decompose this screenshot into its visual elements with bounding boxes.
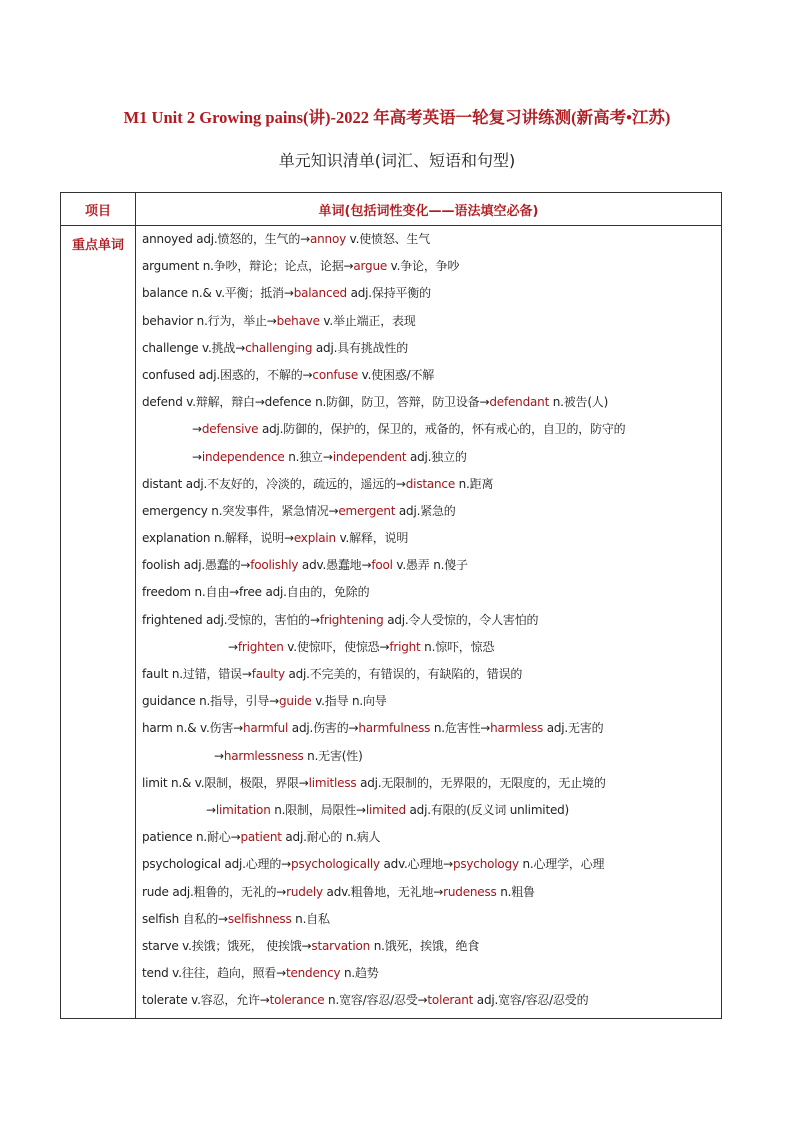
derived-word: argue — [353, 259, 388, 274]
entry-text: v.解释，说明 — [335, 531, 409, 546]
entry-text: n.自私 — [291, 911, 330, 926]
derived-word: foolishly — [250, 558, 299, 573]
vocab-line — [142, 987, 717, 1014]
derived-word: faulty — [251, 667, 285, 681]
entry-text: balance n.& v.平衡；抵消→ — [142, 286, 294, 301]
derived-word: tolerant — [427, 993, 474, 1008]
vocab-line — [142, 906, 717, 933]
entry-text: n.粗鲁 — [496, 884, 535, 899]
vocab-line — [142, 525, 717, 552]
vocab-line — [142, 607, 717, 634]
entry-text: → — [192, 422, 202, 437]
entry-text: n.宽容/容忍/忍受→ — [324, 993, 428, 1008]
derived-word: frightening — [319, 612, 384, 627]
table-header-row — [61, 193, 722, 226]
derived-word: frighten — [237, 639, 284, 654]
vocab-line — [142, 933, 717, 960]
entry-text: n.危害性→ — [430, 721, 491, 736]
entry-text: → — [192, 449, 202, 464]
vocab-line — [142, 797, 717, 824]
entry-text: adj.防御的，保护的，保卫的，戒备的，怀有戒心的，自卫的，防守的 — [258, 422, 626, 437]
derived-word: psychologically — [291, 857, 380, 872]
derived-word: tolerance — [269, 993, 325, 1008]
entry-text: adj.无害的 — [543, 721, 604, 736]
entry-text: n.独立→ — [284, 449, 333, 464]
entry-text: distant adj.不友好的，冷淡的，疏远的，遥远的→ — [142, 476, 406, 491]
vocab-line — [142, 661, 717, 688]
entry-text: adj.伤害的→ — [288, 721, 359, 736]
vocab-line — [142, 471, 717, 498]
derived-word: emergent — [338, 503, 396, 518]
derived-word: harmful — [243, 721, 289, 736]
entry-text: rude adj.粗鲁的，无礼的→ — [142, 884, 287, 899]
entry-text: adj.紧急的 — [395, 503, 456, 518]
vocab-line — [142, 579, 717, 606]
vocab-line — [142, 416, 717, 443]
derived-word: confuse — [312, 367, 359, 382]
vocab-line — [142, 389, 717, 416]
derived-word: selfishness — [227, 911, 292, 926]
col-header-item: 项目 — [61, 193, 136, 226]
vocab-line — [142, 824, 717, 851]
entry-text: adj.耐心的 n.病人 — [281, 830, 381, 845]
derived-word: fright — [389, 639, 421, 654]
entry-text: n.限制，局限性→ — [270, 802, 366, 817]
entry-text: limit n.& v.限制，极限，界限→ — [142, 775, 309, 790]
category-cell: 重点单词 — [61, 226, 136, 1019]
vocab-line — [142, 253, 717, 280]
entry-text: adv.粗鲁地，无礼地→ — [322, 884, 444, 899]
derived-word: explain — [293, 531, 336, 546]
vocab-line — [142, 770, 717, 797]
page-subtitle: 单元知识清单(词汇、短语和句型) — [278, 151, 516, 170]
entry-text: → — [206, 802, 216, 817]
vocab-line — [142, 851, 717, 878]
entry-text: n.无害(性) — [303, 748, 363, 763]
vocab-line — [142, 879, 717, 906]
vocab-line — [142, 362, 717, 389]
entry-text: argument n.争吵，辩论；论点，论据→ — [142, 259, 354, 274]
derived-word: starvation — [311, 938, 371, 953]
vocab-line — [142, 743, 717, 770]
entry-text: adj.不完美的，有错误的，有缺陷的，错误的 — [284, 667, 523, 681]
vocab-line — [142, 308, 717, 335]
entry-text: adj.保持平衡的 — [346, 286, 431, 301]
col-header-words: 单词(包括词性变化——语法填空必备) — [136, 193, 722, 226]
vocab-line — [142, 960, 717, 987]
entry-text: n.距离 — [455, 476, 494, 491]
entry-text: defend v.辩解，辩白→defence n.防御，防卫，答辩，防卫设备→ — [142, 395, 490, 410]
entry-text: frightened adj.受惊的，害怕的→ — [142, 612, 320, 627]
entry-text: adv.心理地→ — [379, 857, 453, 872]
entry-text: fault n.过错，错误→ — [142, 667, 252, 681]
vocab-line — [142, 444, 717, 471]
entry-text: adv.愚蠢地→ — [298, 558, 372, 573]
entry-text: n.心理学，心理 — [518, 857, 605, 872]
vocab-line — [142, 634, 717, 661]
derived-word: patient — [240, 830, 282, 845]
derived-word: rudeness — [443, 884, 497, 899]
derived-word: harmfulness — [358, 721, 431, 736]
words-cell — [136, 226, 722, 1019]
entry-text: v.使愤怒、生气 — [346, 232, 431, 246]
derived-word: guide — [279, 694, 312, 709]
entry-text: v.指导 n.向导 — [311, 694, 387, 709]
derived-word: psychology — [452, 857, 519, 872]
entry-text: psychological adj.心理的→ — [142, 857, 292, 872]
entry-text: adj.独立的 — [406, 449, 467, 464]
derived-word: harmless — [490, 721, 544, 736]
derived-word: defensive — [201, 422, 259, 437]
derived-word: fool — [371, 558, 393, 573]
entry-text: adj.无限制的，无界限的，无限度的，无止境的 — [356, 775, 606, 790]
vocab-line — [142, 715, 717, 742]
derived-word: limitless — [308, 775, 357, 790]
table-body-row — [61, 226, 722, 1019]
entry-text: patience n.耐心→ — [142, 830, 241, 845]
derived-word: balanced — [293, 286, 347, 301]
entry-text: → — [214, 748, 224, 763]
entry-text: n.趋势 — [340, 966, 379, 981]
derived-word: independent — [332, 449, 407, 464]
entry-text: n.饿死，挨饿，绝食 — [370, 938, 480, 953]
entry-text: foolish adj.愚蠢的→ — [142, 558, 251, 573]
entry-text: adj.令人受惊的，令人害怕的 — [383, 612, 539, 627]
derived-word: defendant — [489, 395, 550, 410]
derived-word: annoy — [310, 232, 347, 246]
entry-text: harm n.& v.伤害→ — [142, 721, 244, 736]
entry-text: behavior n.行为，举止→ — [142, 313, 277, 328]
entry-text: v.争论，争吵 — [387, 259, 460, 274]
derived-word: challenging — [245, 340, 313, 355]
derived-word: limited — [365, 802, 406, 817]
entry-text: emergency n.突发事件，紧急情况→ — [142, 503, 339, 518]
vocab-line — [142, 498, 717, 525]
derived-word: rudely — [286, 884, 323, 899]
vocab-line — [142, 552, 717, 579]
entry-text: v.使惊吓，使惊恐→ — [283, 639, 390, 654]
vocab-line — [142, 335, 717, 362]
entry-text: v.使困惑/不解 — [358, 367, 435, 382]
entry-text: selfish 自私的→ — [142, 911, 228, 926]
vocab-line — [142, 280, 717, 307]
entry-text: annoyed adj.愤怒的，生气的→ — [142, 232, 310, 246]
entry-text: v.愚弄 n.傻子 — [392, 558, 468, 573]
vocab-table — [60, 192, 722, 1019]
entry-text: adj.具有挑战性的 — [312, 340, 408, 355]
vocab-line — [142, 226, 717, 253]
entry-text: confused adj.困惑的，不解的→ — [142, 367, 313, 382]
entry-text: guidance n.指导，引导→ — [142, 694, 280, 709]
entry-text: tolerate v.容忍，允许→ — [142, 993, 270, 1008]
entry-text: freedom n.自由→free adj.自由的，免除的 — [142, 585, 370, 600]
page-title: M1 Unit 2 Growing pains(讲)-2022 年高考英语一轮复习讲练测(新高考•江苏) — [123, 108, 671, 127]
entry-text: explanation n.解释，说明→ — [142, 531, 294, 546]
derived-word: distance — [405, 476, 456, 491]
entry-text: n.被告(人) — [549, 395, 609, 410]
entry-text: n.惊吓，惊恐 — [420, 639, 495, 654]
derived-word: tendency — [285, 966, 341, 981]
entry-text: adj.有限的(反义词 unlimited) — [405, 802, 570, 817]
entry-text: adj.宽容/容忍/忍受的 — [473, 993, 589, 1008]
entry-text: starve v.挨饿；饿死， 使挨饿→ — [142, 938, 312, 953]
derived-word: behave — [276, 313, 320, 328]
entry-text: challenge v.挑战→ — [142, 340, 246, 355]
entry-text: → — [228, 639, 238, 654]
derived-word: harmlessness — [223, 748, 304, 763]
derived-word: independence — [201, 449, 285, 464]
entry-text: tend v.往往，趋向，照看→ — [142, 966, 286, 981]
derived-word: limitation — [215, 802, 271, 817]
entry-text: v.举止端正，表现 — [319, 313, 416, 328]
vocab-line — [142, 688, 717, 715]
